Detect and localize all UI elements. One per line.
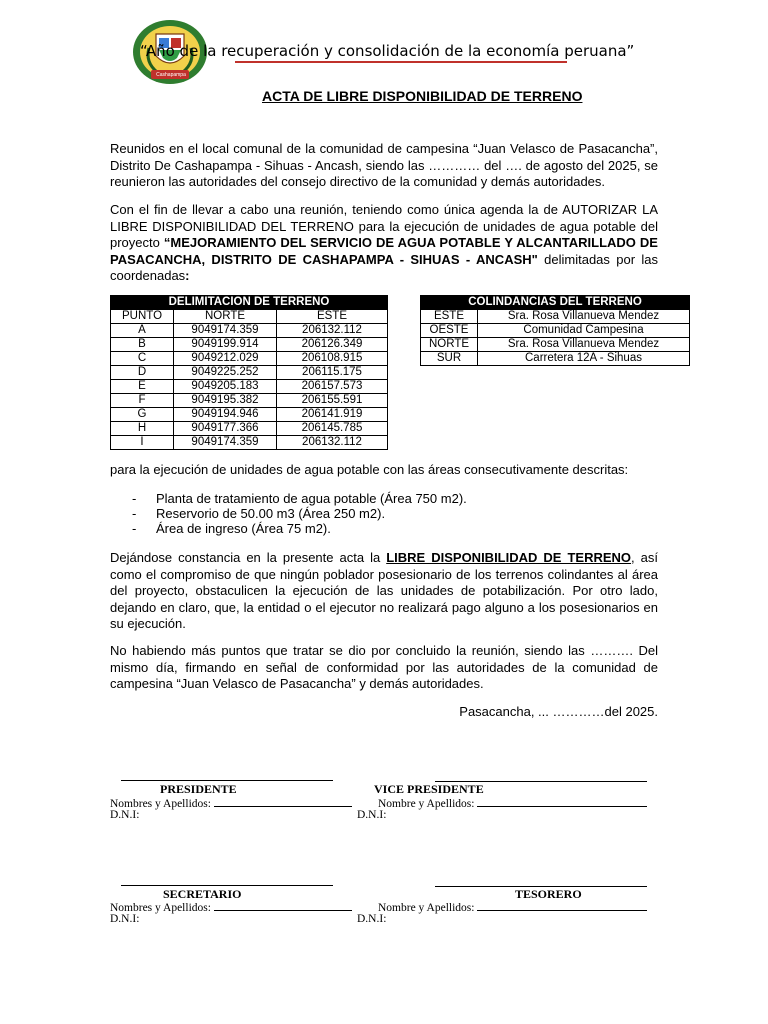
- table-cell: 206115.175: [277, 366, 388, 380]
- adjacent-table-title: COLINDANCIAS DEL TERRENO: [421, 296, 690, 310]
- bullet-dash: -: [132, 491, 137, 506]
- seal-label: Cashapampa: [156, 72, 186, 78]
- table-row: [111, 338, 388, 352]
- agenda-text: Con el fin de llevar a cabo una reunión, teniendo como única agenda la de AUTORIZAR LA LIBRE DISPONIBILIDAD DEL TERRENO para la ejecución de unidades de agua potable del proyecto: [110, 202, 658, 250]
- table-cell: 9049195.382: [174, 394, 277, 408]
- table-cell: Carretera 12A - Sihuas: [478, 352, 690, 366]
- table-cell: 9049177.366: [174, 422, 277, 436]
- table-cell: NORTE: [421, 338, 478, 352]
- table-cell: H: [111, 422, 174, 436]
- table-cell: Sra. Rosa Villanueva Mendez: [478, 310, 690, 324]
- limits-column-header: NORTE: [174, 310, 277, 324]
- name-label: Nombre y Apellidos:: [378, 902, 475, 914]
- table-cell: 206132.112: [277, 436, 388, 450]
- paragraph-agenda: [110, 202, 658, 285]
- signature-line-secretario: [121, 885, 333, 886]
- list-item: [110, 491, 658, 506]
- table-row: [111, 380, 388, 394]
- table-cell: A: [111, 324, 174, 338]
- areas-list: [110, 491, 658, 536]
- secretario-name-field: [110, 901, 352, 914]
- table-cell: B: [111, 338, 174, 352]
- table-cell: 9049194.946: [174, 408, 277, 422]
- paragraph-meeting: Reunidos en el local comunal de la comunidad de campesina “Juan Velasco de Pasacancha”, Distrito De Cashapampa - Sihuas - Ancash, siendo las ………… del …. de agosto del 2025, se reunieron las autoridades del consejo directivo de la comunidad y demás autoridades.: [110, 141, 658, 189]
- limits-body: [111, 324, 388, 450]
- table-row: [421, 352, 690, 366]
- tesorero-name-field: [378, 901, 647, 914]
- paragraph-closing: No habiendo más puntos que tratar se dio por concluido la reunión, siendo las ………. Del mismo día, firmando en señal de conformidad por las autoridades de la comunidad de campesina “Juan Velasco de Pasacancha” y demás autoridades.: [110, 643, 658, 691]
- table-row: [111, 408, 388, 422]
- table-cell: Comunidad Campesina: [478, 324, 690, 338]
- presidente-name-field: [110, 797, 352, 810]
- role-presidente: PRESIDENTE: [160, 782, 237, 796]
- table-cell: 206132.112: [277, 324, 388, 338]
- project-name: “MEJORAMIENTO DEL SERVICIO DE AGUA POTABLE Y ALCANTARILLADO DE PASACANCHA, DISTRITO DE CASHAPAMPA - SIHUAS - ANCASH": [110, 235, 658, 267]
- table-cell: I: [111, 436, 174, 450]
- table-cell: E: [111, 380, 174, 394]
- name-label: Nombres y Apellidos:: [110, 902, 211, 914]
- table-cell: OESTE: [421, 324, 478, 338]
- table-row: [111, 436, 388, 450]
- constancia-text: Dejándose constancia en la presente acta la: [110, 550, 387, 565]
- name-label: Nombre y Apellidos:: [378, 798, 475, 810]
- agenda-colon: :: [185, 268, 190, 283]
- table-cell: SUR: [421, 352, 478, 366]
- bullet-dash: -: [132, 521, 137, 536]
- table-cell: 9049174.359: [174, 324, 277, 338]
- table-row: [111, 394, 388, 408]
- name-blank: [477, 797, 647, 807]
- list-item-text: Área de ingreso (Área 75 m2).: [156, 521, 331, 536]
- list-item-text: Planta de tratamiento de agua potable (Área 750 m2).: [156, 491, 467, 506]
- table-cell: 206155.591: [277, 394, 388, 408]
- table-row: [111, 422, 388, 436]
- place-date: Pasacancha, ... …………del 2025.: [459, 704, 658, 719]
- header-motto: “Año de la recuperación y consolidación de la economía peruana”: [140, 42, 635, 60]
- table-row: [111, 366, 388, 380]
- limits-table: [110, 295, 388, 450]
- paragraph-areas-intro: para la ejecución de unidades de agua potable con las áreas consecutivamente descritas:: [110, 462, 629, 477]
- limits-column-header: ESTE: [277, 310, 388, 324]
- adjacent-table: [420, 295, 690, 366]
- table-row: [421, 324, 690, 338]
- secretario-dni-label: D.N.I:: [110, 913, 140, 925]
- table-cell: 9049205.183: [174, 380, 277, 394]
- list-item: [110, 521, 658, 536]
- agenda-tail: delimitadas por las coordenadas: [110, 251, 658, 283]
- table-row: [421, 310, 690, 324]
- adjacent-body: [421, 310, 690, 366]
- vice-presidente-name-field: [378, 797, 647, 810]
- table-cell: 206141.919: [277, 408, 388, 422]
- limits-column-header: PUNTO: [111, 310, 174, 324]
- table-cell: ESTE: [421, 310, 478, 324]
- constancia-tail: , así como el compromiso de que ningún poblador posesionario de los terrenos colindantes al área del proyecto, obstaculicen la ejecución de las unidades de potabilización. Por otro lado, dejando en claro, que, la entidad o el ejecutor no realizará pago alguno a los posesionarios en su ejecución.: [110, 550, 658, 631]
- table-cell: G: [111, 408, 174, 422]
- bullet-dash: -: [132, 506, 137, 521]
- header-divider: [235, 61, 567, 63]
- table-row: [111, 324, 388, 338]
- table-cell: F: [111, 394, 174, 408]
- name-label: Nombres y Apellidos:: [110, 798, 211, 810]
- table-row: [111, 352, 388, 366]
- table-cell: 9049199.914: [174, 338, 277, 352]
- name-blank: [214, 901, 352, 911]
- signature-line-presidente: [121, 780, 333, 781]
- list-item-text: Reservorio de 50.00 m3 (Área 250 m2).: [156, 506, 386, 521]
- name-blank: [214, 797, 352, 807]
- table-cell: 206108.915: [277, 352, 388, 366]
- limits-table-title: DELIMITACION DE TERRENO: [111, 296, 388, 310]
- role-tesorero: TESORERO: [515, 887, 582, 901]
- role-secretario: SECRETARIO: [163, 887, 242, 901]
- tesorero-dni-label: D.N.I:: [357, 913, 387, 925]
- table-cell: C: [111, 352, 174, 366]
- table-cell: Sra. Rosa Villanueva Mendez: [478, 338, 690, 352]
- limits-header-row: [111, 310, 388, 324]
- table-cell: 206157.573: [277, 380, 388, 394]
- role-vice-presidente: VICE PRESIDENTE: [374, 782, 484, 796]
- document-title: ACTA DE LIBRE DISPONIBILIDAD DE TERRENO: [262, 88, 583, 104]
- table-row: [421, 338, 690, 352]
- name-blank: [477, 901, 647, 911]
- table-cell: 9049174.359: [174, 436, 277, 450]
- paragraph-constancia: [110, 550, 658, 633]
- vice-presidente-dni-label: D.N.I:: [357, 809, 387, 821]
- table-cell: 9049225.252: [174, 366, 277, 380]
- table-cell: 206126.349: [277, 338, 388, 352]
- table-cell: 206145.785: [277, 422, 388, 436]
- table-cell: 9049212.029: [174, 352, 277, 366]
- table-cell: D: [111, 366, 174, 380]
- presidente-dni-label: D.N.I:: [110, 809, 140, 821]
- constancia-highlight: LIBRE DISPONIBILIDAD DE TERRENO: [386, 550, 632, 565]
- list-item: [110, 506, 658, 521]
